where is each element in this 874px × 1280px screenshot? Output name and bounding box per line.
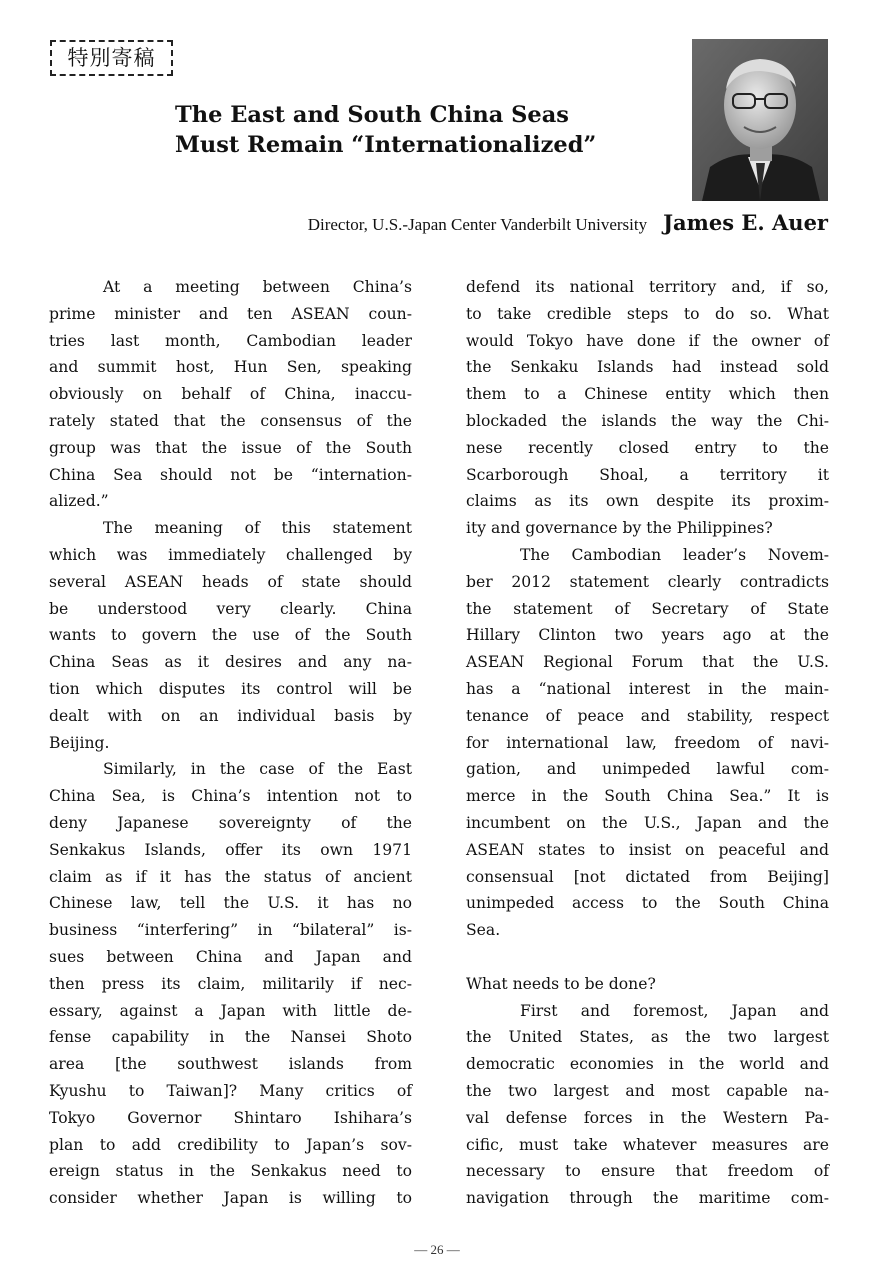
text-line: prime minister and ten ASEAN coun- [49,304,412,323]
author-photo [692,39,828,201]
text-line: be understood very clearly. China [49,599,412,618]
text-line: then press its claim, militarily if nec- [49,974,412,993]
text-line: area [the southwest islands from [49,1055,412,1074]
text-line: At a meeting between China’s [103,278,412,296]
text-line: fense capability in the Nansei Shoto [49,1028,412,1047]
author-affiliation: Director, U.S.-Japan Center Vanderbilt University [307,215,648,234]
text-line: defend its national territory and, if so, [466,278,829,296]
text-line: dealt with on an individual basis by [49,706,412,725]
text-line: which was immediately challenged by [49,545,412,564]
article-title [175,101,675,160]
text-line: plan to add credibility to Japan’s sov- [49,1135,412,1154]
text-line: What needs to be done? [466,974,656,993]
blank-line [466,944,829,971]
text-line: blockaded the islands the way the Chi- [466,411,829,430]
text-line: essary, against a Japan with little de- [49,1001,412,1020]
text-line: nese recently closed entry to the [466,438,829,457]
text-line: unimpeded access to the South China [466,894,829,913]
text-line: the two largest and most capable na- [466,1081,829,1100]
text-line: to take credible steps to do so. What [466,304,829,323]
text-line: Senkakus Islands, offer its own 1971 [49,840,412,859]
title-line: The East and South China Seas [175,102,569,128]
text-line: First and foremost, Japan and [520,1001,829,1020]
text-line: navigation through the maritime com- [466,1189,829,1208]
text-line: The Cambodian leader’s Novem- [520,545,829,564]
text-line: Beijing. [49,733,110,752]
text-line: China Sea should not be “internation- [49,465,412,484]
text-line: the statement of Secretary of State [466,599,829,618]
text-line: consider whether Japan is willing to [49,1189,412,1208]
text-line: several ASEAN heads of state should [49,572,412,591]
section-tag: 特別寄稿 [50,40,173,76]
text-line: sues between China and Japan and [49,947,412,966]
text-line: ereign status in the Senkakus need to [49,1162,412,1181]
text-line: deny Japanese sovereignty of the [49,813,412,832]
text-line: Sea. [466,921,501,940]
text-line: them to a Chinese entity which then [466,385,829,404]
text-line: and summit host, Hun Sen, speaking [49,358,412,377]
text-line: claims as its own despite its proxim- [466,492,829,511]
left-text-column [49,274,412,1212]
text-line: incumbent on the U.S., Japan and the [466,813,829,832]
text-line: the United States, as the two largest [466,1028,829,1047]
text-line: business “interfering” in “bilateral” is- [49,921,412,940]
page-number: — 26 — [414,1242,460,1257]
text-line: tenance of peace and stability, respect [466,706,829,725]
text-line: China Seas as it desires and any na- [49,653,412,672]
text-line: for international law, freedom of navi- [466,733,829,752]
text-line: China Sea, is China’s intention not to [49,787,412,806]
text-line: alized.” [49,492,109,511]
text-line: Hillary Clinton two years ago at the [466,626,829,645]
author-name: James E. Auer [663,210,828,235]
text-line: gation, and unimpeded lawful com- [466,760,829,779]
text-line: democratic economies in the world and [466,1055,829,1074]
text-line: Similarly, in the case of the East [103,760,412,779]
text-line: ber 2012 statement clearly contradicts [466,572,829,591]
right-text-column [466,274,829,1212]
text-line: Tokyo Governor Shintaro Ishihara’s [49,1108,412,1127]
byline [308,210,828,235]
text-line: has a “national interest in the main- [466,679,829,698]
text-line: consensual [not dictated from Beijing] [466,867,829,886]
text-line: claim as if it has the status of ancient [49,867,412,886]
text-line: The meaning of this statement [103,519,412,538]
text-line: the Senkaku Islands had instead sold [466,358,829,377]
text-line: rately stated that the consensus of the [49,411,412,430]
text-line: cific, must take whatever measures are [466,1135,829,1154]
text-line: tries last month, Cambodian leader [49,331,412,350]
text-line: would Tokyo have done if the owner of [466,331,829,350]
text-line: Chinese law, tell the U.S. it has no [49,894,412,913]
title-line: Must Remain “Internationalized” [175,131,597,158]
text-line: Kyushu to Taiwan]? Many critics of [49,1081,412,1100]
text-line: wants to govern the use of the South [49,626,412,645]
text-line: val defense forces in the Western Pa- [466,1108,829,1127]
text-line: ity and governance by the Philippines? [466,519,773,538]
text-line: obviously on behalf of China, inaccu- [49,385,412,404]
text-line: Scarborough Shoal, a territory it [466,465,829,484]
text-line: ASEAN states to insist on peaceful and [466,840,829,859]
text-line: tion which disputes its control will be [49,679,412,698]
text-line: group was that the issue of the South [49,438,412,457]
text-line: merce in the South China Sea.” It is [466,787,829,806]
text-line: necessary to ensure that freedom of [466,1162,829,1181]
text-line: ASEAN Regional Forum that the U.S. [466,653,829,672]
